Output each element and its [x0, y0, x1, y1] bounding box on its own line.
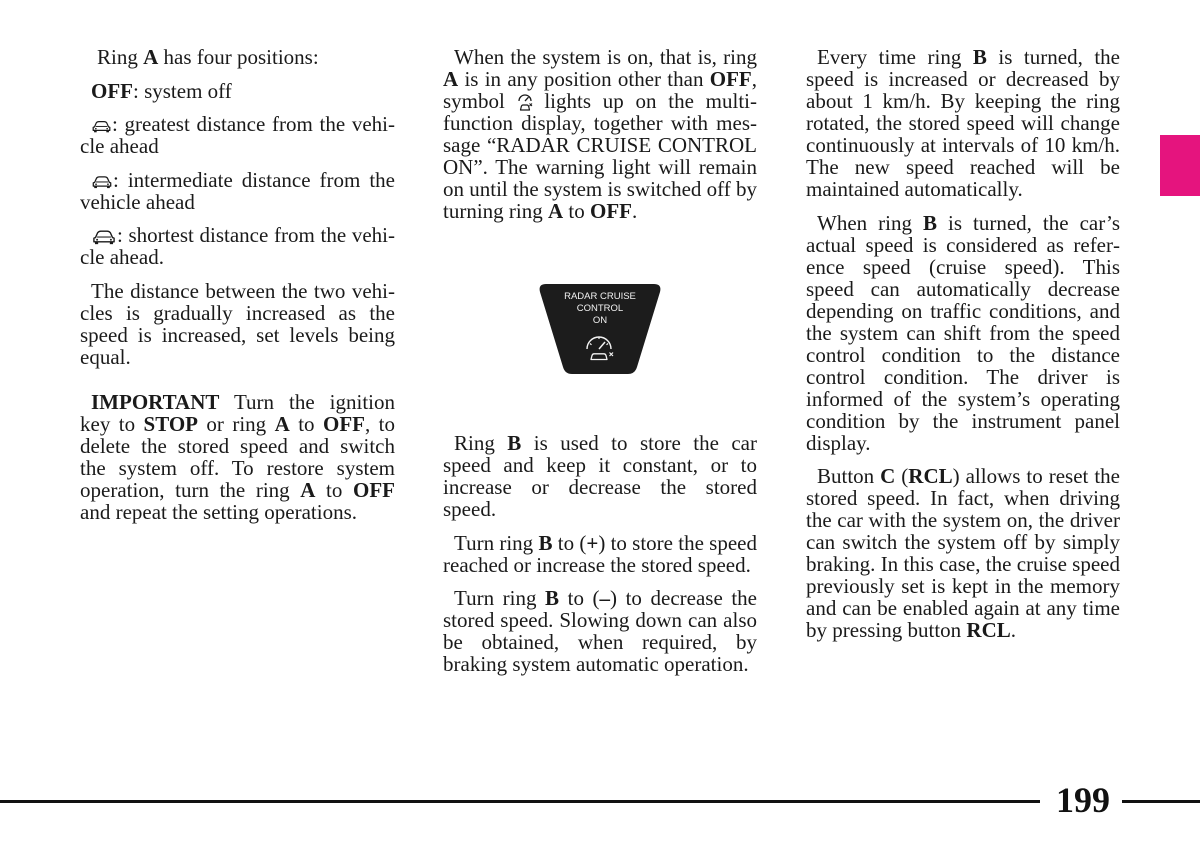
- bold-run: –: [599, 586, 611, 610]
- column-middle-lower: [443, 432, 757, 687]
- text-run: The distance between the two vehicles is gradually increased as the speed is increased, set levels being equal.: [80, 278, 395, 369]
- paragraph-shortest-distance: [80, 224, 395, 268]
- text-run: ) to decrease the stored speed. Slowing down can also be obtained, when required, by braking system automatic operation.: [443, 586, 757, 676]
- paragraph-ring-b-minus: [443, 587, 757, 675]
- display-line: CONTROL: [576, 303, 624, 314]
- text-run: ) to store the speed reached or increase the stored speed.: [443, 530, 758, 577]
- text-run: ) allows to reset the stored speed. In fact, when driving the car with the system on, the driver can switch the system off by simply braking. In this case, the cruise speed previously set is kept in the memory and can be enabled again at any time by pressing button: [806, 464, 1120, 642]
- paragraph-greatest-distance: [80, 113, 395, 157]
- text-run: : system off: [133, 78, 232, 103]
- text-run: Turn ring: [454, 586, 546, 610]
- display-message: [533, 291, 667, 327]
- paragraph-important-note: [80, 391, 395, 523]
- bold-run: +: [586, 530, 599, 555]
- bold-run: B: [507, 431, 522, 455]
- paragraph-speed-adjust: [806, 46, 1120, 200]
- text-run: : greatest distance from the vehicle ahead: [80, 112, 395, 158]
- bold-run: B: [922, 210, 937, 235]
- paragraph-reference-speed: [806, 212, 1120, 454]
- bold-run: C: [880, 464, 896, 488]
- bold-run: A: [443, 67, 459, 91]
- text-run: to: [289, 411, 323, 436]
- radar-cruise-control-icon: [517, 94, 533, 111]
- text-run: to (: [552, 530, 587, 555]
- paragraph-rcl-button: [806, 465, 1120, 641]
- bold-run: OFF: [590, 199, 633, 223]
- text-run: When ring: [817, 210, 923, 235]
- bold-run: OFF: [322, 411, 365, 436]
- text-run: is in any position other than: [458, 67, 710, 91]
- radar-cruise-display: [533, 283, 667, 375]
- text-run: lights up on the multifunction display, together with message “RADAR CRUISE CONTROL ON”. The warning light will remain on until the system is switched off by turning ring: [443, 89, 758, 223]
- bold-run: B: [972, 45, 987, 69]
- paragraph-ring-b-plus: [443, 532, 757, 576]
- text-run: to (: [559, 586, 600, 610]
- text-run: Every time ring: [817, 45, 973, 69]
- bold-run: OFF: [353, 477, 395, 502]
- bold-run: RCL: [908, 464, 953, 488]
- text-run: is used to store the car speed and keep it constant, or to increase or decrease the stored speed.: [443, 431, 757, 521]
- text-run: , symbol: [443, 67, 757, 113]
- page-number: 199: [1056, 780, 1110, 820]
- text-run: Turn ring: [454, 530, 539, 555]
- radar-cruise-display-icon: [582, 335, 616, 361]
- bold-run: STOP: [143, 411, 198, 436]
- bold-run: A: [274, 411, 290, 436]
- text-run: has four positions:: [158, 45, 319, 69]
- text-run: to: [315, 477, 353, 502]
- bold-run: RCL: [966, 618, 1011, 642]
- car-distance-shortest-icon: [91, 228, 117, 245]
- bold-run: OFF: [709, 67, 752, 91]
- column-left: [80, 46, 395, 534]
- text-run: : intermediate distance from the vehicle ahead: [80, 167, 395, 214]
- bold-run: A: [548, 199, 564, 223]
- paragraph-ring-a-positions: [80, 46, 395, 68]
- text-run: and repeat the setting operations.: [80, 499, 357, 524]
- bold-run: A: [300, 477, 316, 502]
- bold-run: B: [538, 530, 553, 555]
- car-distance-greatest-icon: [91, 119, 112, 133]
- text-run: or ring: [197, 411, 275, 436]
- footer-rule-left: [0, 800, 1040, 803]
- text-run: .: [1010, 618, 1017, 642]
- column-right: [806, 46, 1120, 653]
- display-line: RADAR CRUISE: [564, 291, 636, 302]
- text-run: , to delete the stored speed and switch the system off. To restore system operation, turn the ring: [80, 411, 395, 502]
- text-run: to: [563, 199, 591, 223]
- display-line: ON: [592, 315, 608, 326]
- bold-run: IMPORTANT: [91, 389, 220, 414]
- text-run: Ring: [454, 431, 508, 455]
- paragraph-distance-increase: [80, 280, 395, 368]
- section-tab: [1160, 135, 1200, 196]
- text-run: (: [895, 464, 909, 488]
- text-run: Turn the ignition key to: [80, 389, 395, 436]
- footer-rule-right: [1122, 800, 1200, 803]
- car-distance-intermediate-icon: [91, 174, 113, 189]
- text-run: When the system is on, that is, ring: [454, 45, 757, 69]
- text-run: is turned, the car’s actual speed is considered as reference speed (cruise speed). This speed can automatically decrease depending on traffic conditions, and the system can shift from the speed control condition to the distance control condition. The driver is informed of the system’s operating condition by the instrument panel display.: [806, 210, 1120, 455]
- paragraph-intermediate-distance: [80, 169, 395, 213]
- paragraph-ring-b-usage: [443, 432, 757, 520]
- paragraph-system-on: [443, 46, 757, 222]
- text-run: Ring: [97, 45, 144, 69]
- text-run: Button: [817, 464, 881, 488]
- text-run: is turned, the speed is increased or decreased by about 1 km/h. By keeping the ring rotated, the stored speed will change continuously at intervals of 10 km/h. The new speed reached will be maintained automatically.: [806, 45, 1120, 201]
- bold-run: A: [143, 45, 159, 69]
- text-run: : shortest distance from the vehicle ahead.: [80, 223, 395, 269]
- column-middle: [443, 46, 757, 234]
- bold-run: B: [545, 586, 560, 610]
- text-run: .: [632, 199, 638, 223]
- paragraph-off-position: [80, 80, 395, 102]
- bold-run: OFF: [91, 78, 133, 103]
